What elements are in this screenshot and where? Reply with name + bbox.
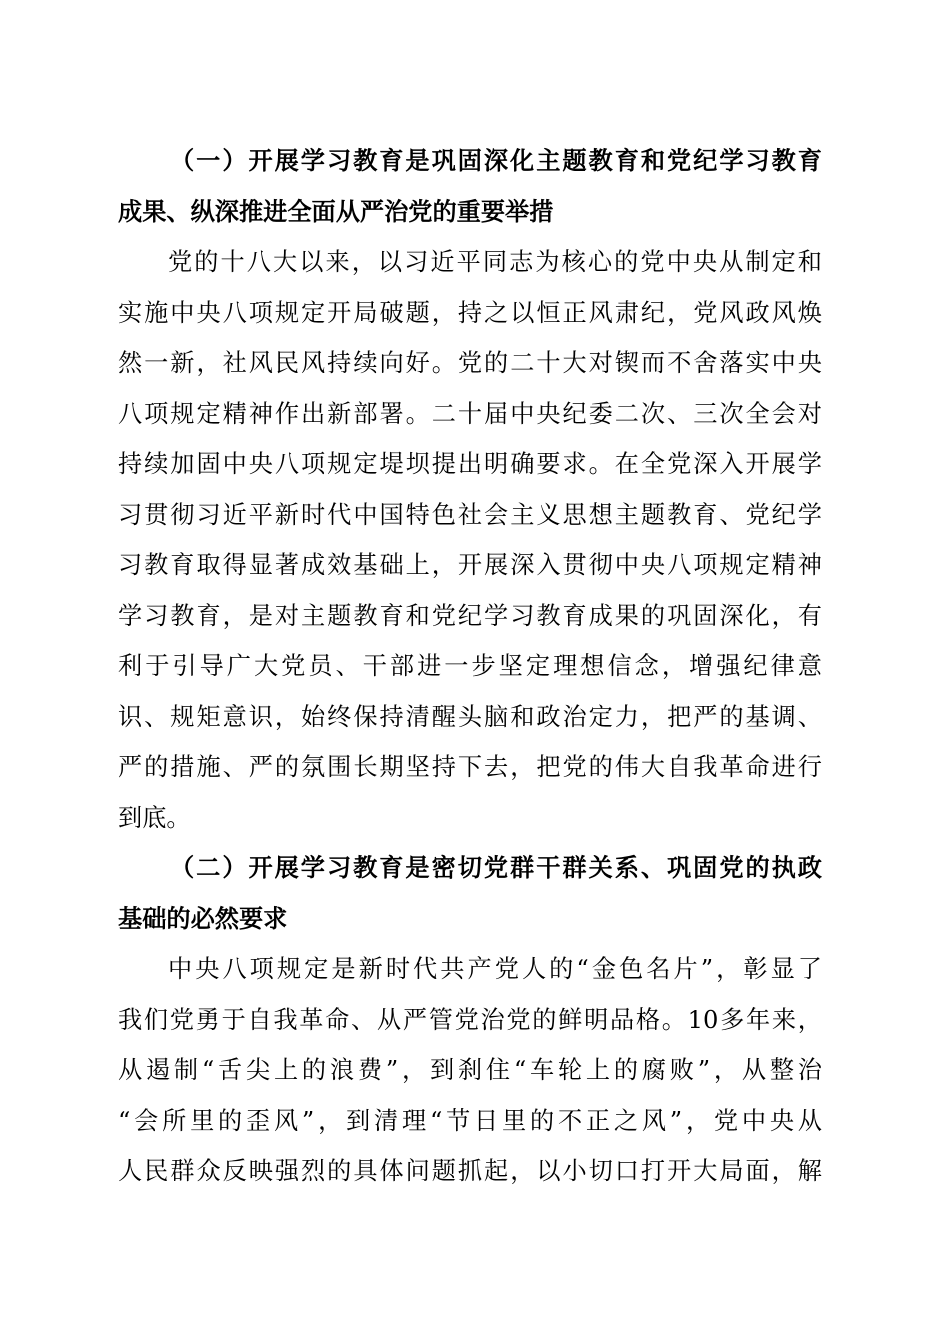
section-2-heading (118, 843, 822, 944)
section-1-line-7: 习教育取得显著成效基础上，开展深入贯彻中央八项规定精神 (118, 551, 822, 579)
section-1-heading-line-1: （一）开展学习教育是巩固深化主题教育和党纪学习教育 (170, 147, 822, 175)
section-1-line-1: 党的十八大以来，以习近平同志为核心的党中央从制定和 (168, 248, 822, 276)
section-1-line-8: 学习教育，是对主题教育和党纪学习教育成果的巩固深化，有 (118, 601, 822, 630)
section-1-line-12: 到底。 (118, 803, 191, 832)
section-2-line-2: 我们党勇于自我革命、从严管党治党的鲜明品格。10多年来， (118, 1005, 822, 1034)
section-2-line-1: 中央八项规定是新时代共产党人的“金色名片”，彰显了 (168, 955, 822, 983)
section-2-line-4: “会所里的歪风”，到清理“节日里的不正之风”，党中央从 (118, 1106, 822, 1135)
section-1-heading-line-2: 成果、纵深推进全面从严治党的重要举措 (118, 197, 554, 226)
section-1-line-11: 严的措施、严的氛围长期坚持下去，把党的伟大自我革命进行 (118, 753, 822, 781)
section-2-heading-line-2: 基础的必然要求 (118, 904, 288, 933)
section-1-line-10: 识、规矩意识，始终保持清醒头脑和政治定力，把严的基调、 (118, 702, 822, 731)
section-2-line-5: 人民群众反映强烈的具体问题抓起，以小切口打开大局面，解 (118, 1157, 822, 1185)
section-1-heading (118, 136, 822, 237)
section-1-line-2: 实施中央八项规定开局破题，持之以恒正风肃纪，党风政风焕 (118, 298, 822, 327)
section-2-heading-line-1: （二）开展学习教育是密切党群干群关系、巩固党的执政 (170, 854, 822, 882)
section-1-line-5: 持续加固中央八项规定堤坝提出明确要求。在全党深入开展学 (118, 450, 822, 478)
section-2-line-3: 从遏制“舌尖上的浪费”，到刹住“车轮上的腐败”，从整治 (118, 1056, 822, 1084)
section-1-line-3: 然一新，社风民风持续向好。党的二十大对锲而不舍落实中央 (118, 349, 822, 377)
section-2-paragraph (118, 944, 822, 1197)
section-1-line-9: 利于引导广大党员、干部进一步坚定理想信念，增强纪律意 (118, 652, 822, 680)
document-content (118, 136, 822, 1197)
section-1-line-4: 八项规定精神作出新部署。二十届中央纪委二次、三次全会对 (118, 399, 822, 428)
section-1-line-6: 习贯彻习近平新时代中国特色社会主义思想主题教育、党纪学 (118, 500, 822, 529)
section-1-paragraph (118, 237, 822, 843)
